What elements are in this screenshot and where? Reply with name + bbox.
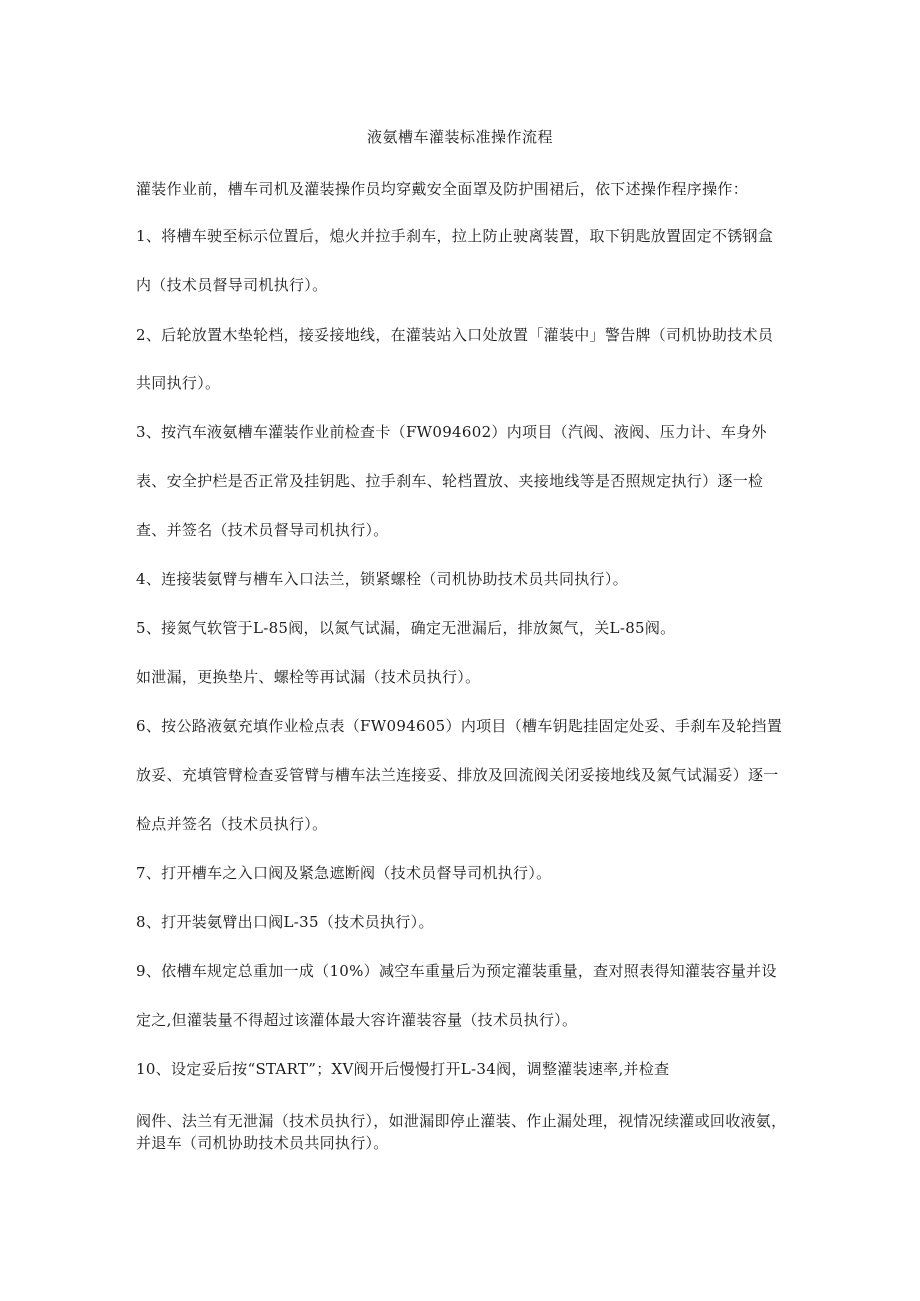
step-2-line-2: 共同执行）。 [136, 374, 221, 392]
step-3-line-2: 表、安全护栏是否正常及挂钥匙、拉手刹车、轮档置放、夹接地线等是否照规定执行）逐一检 [136, 472, 764, 490]
step-5-line-1: 5、接氮气软管于L-85阀，以氮气试漏，确定无泄漏后，排放氮气，关L-85阀。 [136, 619, 676, 637]
step-2-line-1: 2、后轮放置木垫轮档，接妥接地线，在灌装站入口处放置「灌装中」警告牌（司机协助技术员 [136, 326, 774, 344]
step-10-line-1: 10、设定妥后按“START”；XV阀开后慢慢打开L-34阀，调整灌装速率,并检查 [136, 1060, 670, 1078]
step-6-line-3: 检点并签名（技术员执行）。 [136, 815, 328, 833]
intro-line: 灌装作业前，槽车司机及灌装操作员均穿戴安全面罩及防护围裙后，依下述操作程序操作： [136, 180, 749, 198]
step-1-line-2: 内（技术员督导司机执行）。 [136, 276, 328, 294]
step-6-line-2: 放妥、充填管臂检查妥管臂与槽车法兰连接妥、排放及回流阀关闭妥接地线及氮气试漏妥）逐一 [136, 766, 779, 784]
step-9-line-2: 定之,但灌装量不得超过该灌体最大容许灌装容量（技术员执行）。 [136, 1011, 578, 1029]
step-4-line: 4、连接装氨臂与槽车入口法兰，锁紧螺栓（司机协助技术员共同执行）。 [136, 570, 628, 588]
step-5-line-2: 如泄漏，更换垫片、螺栓等再试漏（技术员执行）。 [136, 668, 481, 686]
step-6-line-1: 6、按公路液氨充填作业检点表（FW094605）内项目（槽车钥匙挂固定处妥、手刹车及轮挡置 [136, 717, 783, 735]
step-3-line-3: 查、并签名（技术员督导司机执行）。 [136, 521, 389, 539]
document-title: 液氨槽车灌装标准操作流程 [366, 128, 553, 146]
step-1-line-1: 1、将槽车驶至标示位置后，熄火并拉手刹车，拉上防止驶离装置，取下钥匙放置固定不锈钢盒 [136, 227, 774, 245]
step-7-line: 7、打开槽车之入口阀及紧急遮断阀（技术员督导司机执行）。 [136, 864, 552, 882]
step-10-continuation: 阀件、法兰有无泄漏（技术员执行），如泄漏即停止灌装、作止漏处理，视情况续灌或回收液氨，并退车（司机协助技术员共同执行）。 [136, 1112, 787, 1152]
step-9-line-1: 9、依槽车规定总重加一成（10%）减空车重量后为预定灌装重量，查对照表得知灌装容量并设 [136, 962, 777, 980]
step-3-line-1: 3、按汽车液氨槽车灌装作业前检查卡（FW094602）内项目（汽阀、液阀、压力计、车身外 [136, 423, 767, 441]
step-8-line: 8、打开装氨臂出口阀L-35（技术员执行）。 [136, 913, 434, 931]
